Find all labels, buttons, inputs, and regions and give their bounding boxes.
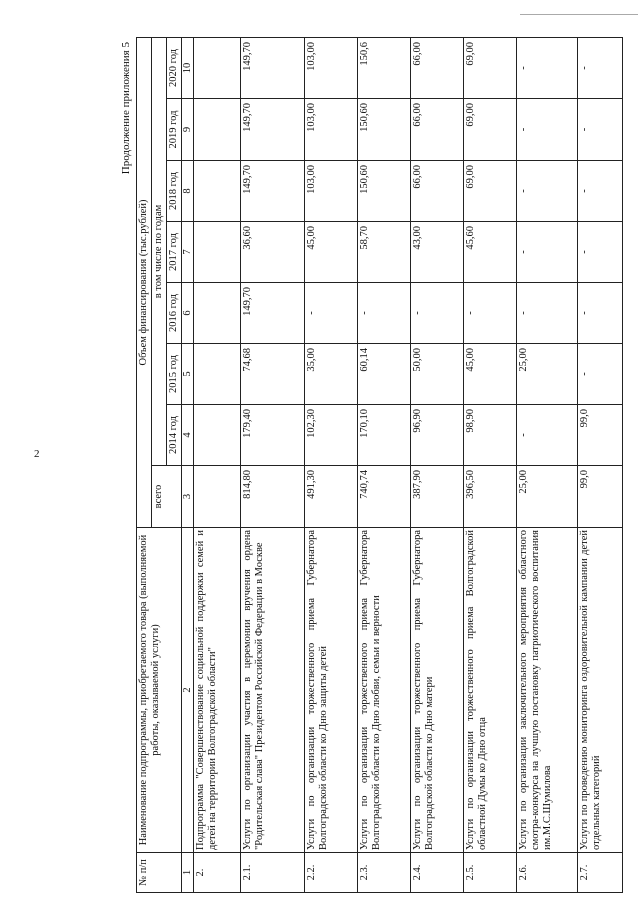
column-index: 8 xyxy=(182,161,194,222)
page-number: 2 xyxy=(34,448,40,460)
row-year-value: 149,70 xyxy=(241,37,305,98)
row-year-value: - xyxy=(578,99,623,161)
row-year-value xyxy=(194,405,241,466)
column-index: 6 xyxy=(182,283,194,344)
row-year-value: 103,00 xyxy=(305,161,358,222)
row-name: Услуги по организации торжественного приема Губернатора Волгоградской области ко Дню любви, семьи и верности xyxy=(358,528,411,853)
row-total-value: 491,30 xyxy=(305,466,358,528)
table-body xyxy=(194,37,623,892)
row-year-value: 50,00 xyxy=(411,344,464,405)
column-index: 5 xyxy=(182,344,194,405)
header-year: 2017 год xyxy=(167,222,182,283)
row-name: Подпрограмма "Совершенствование социальной поддержки семей и детей на территории Волгоградской области" xyxy=(194,528,241,853)
row-name: Услуги по организации торжественного приема Волгоградской областной Думы ко Дню отца xyxy=(464,528,517,853)
header-funding: Объем финансирования (тыс.рублей) xyxy=(137,37,152,527)
row-total-value: 25,00 xyxy=(517,466,578,528)
table-row xyxy=(517,37,578,892)
column-index: 2 xyxy=(182,528,194,853)
row-name: Услуги по организации торжественного приема Губернатора Волгоградской области ко Дню защиты детей xyxy=(305,528,358,853)
table-row xyxy=(194,37,241,892)
row-year-value: - xyxy=(517,37,578,98)
row-number: 2.6. xyxy=(517,853,578,893)
row-year-value: 150,6 xyxy=(358,37,411,98)
row-year-value xyxy=(194,99,241,161)
row-number: 2.7. xyxy=(578,853,623,893)
row-year-value xyxy=(194,161,241,222)
row-year-value xyxy=(194,283,241,344)
row-year-value: - xyxy=(517,161,578,222)
table-row xyxy=(578,37,623,892)
row-year-value: 74,68 xyxy=(241,344,305,405)
row-year-value: 103,00 xyxy=(305,99,358,161)
row-year-value: 45,00 xyxy=(305,222,358,283)
row-year-value xyxy=(194,37,241,98)
column-index: 9 xyxy=(182,99,194,161)
table-row xyxy=(464,37,517,892)
column-index: 4 xyxy=(182,405,194,466)
row-year-value: 69,00 xyxy=(464,99,517,161)
header-by-years: в том числе по годам xyxy=(152,37,167,465)
column-index: 1 xyxy=(182,853,194,893)
table-row xyxy=(411,37,464,892)
row-year-value: 35,00 xyxy=(305,344,358,405)
header-year: 2019 год xyxy=(167,99,182,161)
row-year-value: - xyxy=(411,283,464,344)
row-year-value: 96,90 xyxy=(411,405,464,466)
header-total: всего xyxy=(152,466,182,528)
header-year: 2014 год xyxy=(167,405,182,466)
row-year-value: 149,70 xyxy=(241,161,305,222)
row-year-value: 99,0 xyxy=(578,405,623,466)
row-year-value: 179,40 xyxy=(241,405,305,466)
row-name: Услуги по организации торжественного приема Губернатора Волгоградской области ко Дню матери xyxy=(411,528,464,853)
row-total-value: 740,74 xyxy=(358,466,411,528)
row-year-value: 60,14 xyxy=(358,344,411,405)
row-number: 2.2. xyxy=(305,853,358,893)
column-index: 7 xyxy=(182,222,194,283)
row-year-value: - xyxy=(305,283,358,344)
row-year-value: - xyxy=(517,283,578,344)
row-year-value: 66,00 xyxy=(411,99,464,161)
header-year: 2016 год xyxy=(167,283,182,344)
row-year-value: - xyxy=(578,344,623,405)
header-year: 2018 год xyxy=(167,161,182,222)
header-name: Наименование подпрограммы, приобретаемого товара (выполняемой работы, оказываемой услуги) xyxy=(137,528,182,853)
row-number: 2. xyxy=(194,853,241,893)
header-year: 2015 год xyxy=(167,344,182,405)
row-total-value: 387,90 xyxy=(411,466,464,528)
row-year-value: 25,00 xyxy=(517,344,578,405)
row-year-value: 150,60 xyxy=(358,99,411,161)
row-year-value: 66,00 xyxy=(411,161,464,222)
row-year-value: 103,00 xyxy=(305,37,358,98)
row-year-value: 149,70 xyxy=(241,99,305,161)
header-year: 2020 год xyxy=(167,37,182,98)
row-year-value: - xyxy=(517,222,578,283)
row-year-value: - xyxy=(464,283,517,344)
row-year-value: 98,90 xyxy=(464,405,517,466)
row-year-value: 66,00 xyxy=(411,37,464,98)
row-name: Услуги по проведению мониторинга оздоровительной кампании детей отдельных категорий xyxy=(578,528,623,853)
row-name: Услуги по организации участия в церемонии вручения ордена "Родительская слава" Президентом Российской Федерации в Москве xyxy=(241,528,305,853)
row-year-value: 43,00 xyxy=(411,222,464,283)
table-row xyxy=(358,37,411,892)
row-total-value: 814,80 xyxy=(241,466,305,528)
row-year-value: 102,30 xyxy=(305,405,358,466)
rotated-sheet xyxy=(120,38,630,893)
row-number: 2.5. xyxy=(464,853,517,893)
row-total-value: 396,50 xyxy=(464,466,517,528)
row-year-value: - xyxy=(358,283,411,344)
scan-edge-line xyxy=(520,14,638,15)
funding-table xyxy=(136,37,623,893)
row-year-value: 149,70 xyxy=(241,283,305,344)
row-year-value: - xyxy=(578,161,623,222)
row-total-value: 99,0 xyxy=(578,466,623,528)
row-number: 2.4. xyxy=(411,853,464,893)
row-year-value xyxy=(194,222,241,283)
row-year-value: - xyxy=(578,37,623,98)
row-year-value: 69,00 xyxy=(464,161,517,222)
row-year-value: 170,10 xyxy=(358,405,411,466)
row-number: 2.3. xyxy=(358,853,411,893)
row-year-value: 45,00 xyxy=(464,344,517,405)
row-year-value xyxy=(194,344,241,405)
row-name: Услуги по организации заключительного мероприятия областного смотра-конкурса на лучшую постановку патриотического воспитания им.М.С.Шумилова xyxy=(517,528,578,853)
row-year-value: 58,70 xyxy=(358,222,411,283)
column-index: 10 xyxy=(182,37,194,98)
row-total-value xyxy=(194,466,241,528)
column-index: 3 xyxy=(182,466,194,528)
header-number: № п/п xyxy=(137,853,182,893)
row-year-value: 150,60 xyxy=(358,161,411,222)
row-year-value: - xyxy=(517,405,578,466)
table-row xyxy=(305,37,358,892)
continuation-note: Продолжение приложения 5 xyxy=(120,42,132,175)
row-year-value: 36,60 xyxy=(241,222,305,283)
row-year-value: 45,60 xyxy=(464,222,517,283)
row-year-value: - xyxy=(517,99,578,161)
row-number: 2.1. xyxy=(241,853,305,893)
table-row xyxy=(241,37,305,892)
row-year-value: - xyxy=(578,222,623,283)
row-year-value: 69,00 xyxy=(464,37,517,98)
row-year-value: - xyxy=(578,283,623,344)
